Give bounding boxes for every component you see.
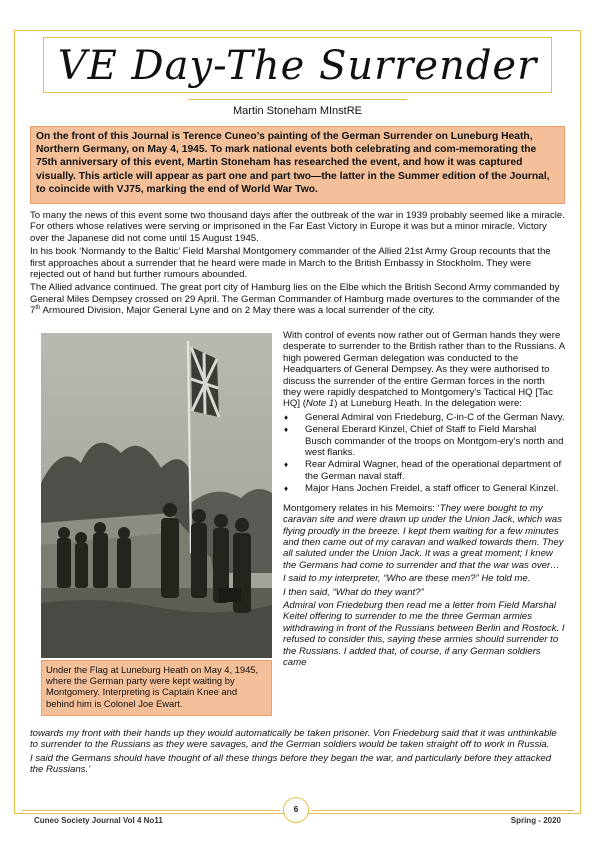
list-item-text: Major Hans Jochen Freidel, a staff officer to General Kinzel. [305, 483, 559, 495]
byline-divider [188, 99, 407, 100]
intro-box: On the front of this Journal is Terence Cuneo’s painting of the German Surrender on Luneburg Heath, Northern Germany, on May 4, 1945. To mark national events both celebrating and com-memorating the 75th anniversary of this event, Martin Stoneham has researched the event, and how it was captured visually. This article will appear as part one and part two—the latter in the Summer edition of the Journal, to coincide with VJ75, marking the end of World War Two. [30, 126, 565, 204]
diamond-bullet-icon: ♦ [284, 412, 289, 422]
diamond-bullet-icon: ♦ [284, 460, 289, 470]
closing-paragraphs [30, 728, 565, 778]
diamond-bullet-icon: ♦ [284, 484, 289, 494]
page-number: 6 [283, 797, 309, 823]
diamond-bullet-icon: ♦ [284, 425, 289, 435]
author-byline: Martin Stoneham MInstRE [233, 105, 362, 117]
quote-line: I said the Germans should have thought of all these things before they began the war, and particularly before they attacked the Russians.’ [30, 752, 552, 776]
memoir-quote-text: They were bought to my caravan site and were drawn up under the Union Jack, which was flying proudly in the breeze. I kept them waiting for a few minutes and then came out of my caravan and walked towards them. They all saluted under the Union Jack. It was a great moment; I knew the Germans had come to surrender and that the war was over… [283, 502, 564, 571]
ordinal-suffix: th [35, 305, 41, 312]
footer-divider [312, 810, 574, 811]
journal-issue: Cuneo Society Journal Vol 4 No11 [34, 816, 163, 825]
note-reference: Note 1 [305, 398, 335, 410]
quote-line: Admiral von Friedeburg then read me a letter from Field Marshal Keitel offering to surrender to me the three German armies withdrawing in front of the Russians between Berlin and Rostock. I refused to consider this, saying these armies should surrender to the Russians. I added that, of course, if any German soldiers came [283, 599, 565, 668]
paragraph-3 [30, 282, 565, 316]
list-item [283, 459, 565, 482]
quote-line: towards my front with their hands up they would automatically be taken prisoner. Von Friedeburg said that it was unthinkable to surrender to the Russians as they were savages, and the German soldiers would be taken straight off to work in Russia. [30, 728, 557, 751]
delegation-text: With control of events now rather out of German hands they were desperate to surrender to the British rather than to the Russians. A high powered German delegation was conducted to the Headquarters of General Dempsey. As they were authorised to discuss the surrender of the entire German forces in the north they were rapidly despatched to Montgomery's Tactical HQ [Tac HQ] ( [283, 330, 565, 410]
list-item-text: General Admiral von Friedeburg, C-in-C of the German Navy. [305, 411, 565, 423]
photo-caption: Under the Flag at Luneburg Heath on May 4, 1945, where the German party were kept waiting by Montgomery. Interpreting is Captain Knee and behind him is Colonel Joe Ewart. [41, 660, 272, 716]
delegation-text-cont: ) at Luneburg Heath. In the delegation were: [334, 398, 522, 410]
opening-paragraphs [30, 210, 565, 319]
paragraph-1: To many the news of this event some two thousand days after the outbreak of the war in 1939 probably seemed like a miracle. For others whose relatives were serving or imprisoned in the Far East Victory in Europe it was but a minor miracle. Victory over the Japanese did not come until 15 August 1945. [30, 210, 565, 244]
right-column [283, 330, 565, 670]
delegation-paragraph [283, 330, 565, 410]
list-item [283, 412, 565, 423]
paragraph-2: In his book ‘Normandy to the Baltic’ Field Marshal Montgomery commander of the Allied 21st Army Group recounts that the first approaches about a surrender that he heard were made in March to the British Embassy in Stockholm. They were rejected out of hand but further rumours abounded. [30, 246, 551, 281]
memoir-intro: Montgomery relates in his Memoirs: ‘ [283, 502, 440, 514]
quote-line: I said to my interpreter, “Who are these men?” He told me. [283, 573, 531, 585]
list-item [283, 483, 565, 494]
paragraph-3-text: The Allied advance continued. The great port city of Hamburg lies on the Elbe which the British Second Army commanded by General Miles Dempsey crossed on 29 April. The German Commander of Hamburg made overtures to the commander of the 7 [30, 282, 560, 317]
memoir-quote [283, 503, 565, 571]
footer-divider [22, 810, 280, 811]
page-title: VE Day-The Surrender [57, 43, 538, 89]
surrender-photo [41, 333, 272, 658]
issue-season: Spring - 2020 [510, 816, 561, 825]
list-item-text: General Eberard Kinzel, Chief of Staff to Field Marshal Busch commander of the troops on Montgom-ery’s north and west flanks. [305, 424, 564, 459]
quote-line: I then said, “What do they want?” [283, 586, 424, 598]
paragraph-3-text-cont: Armoured Division, Major General Lyne and on 2 May there was a local surrender of the city. [40, 305, 435, 317]
list-item-text: Rear Admiral Wagner, head of the operational department of the German naval staff. [305, 459, 562, 482]
list-item [283, 424, 565, 458]
